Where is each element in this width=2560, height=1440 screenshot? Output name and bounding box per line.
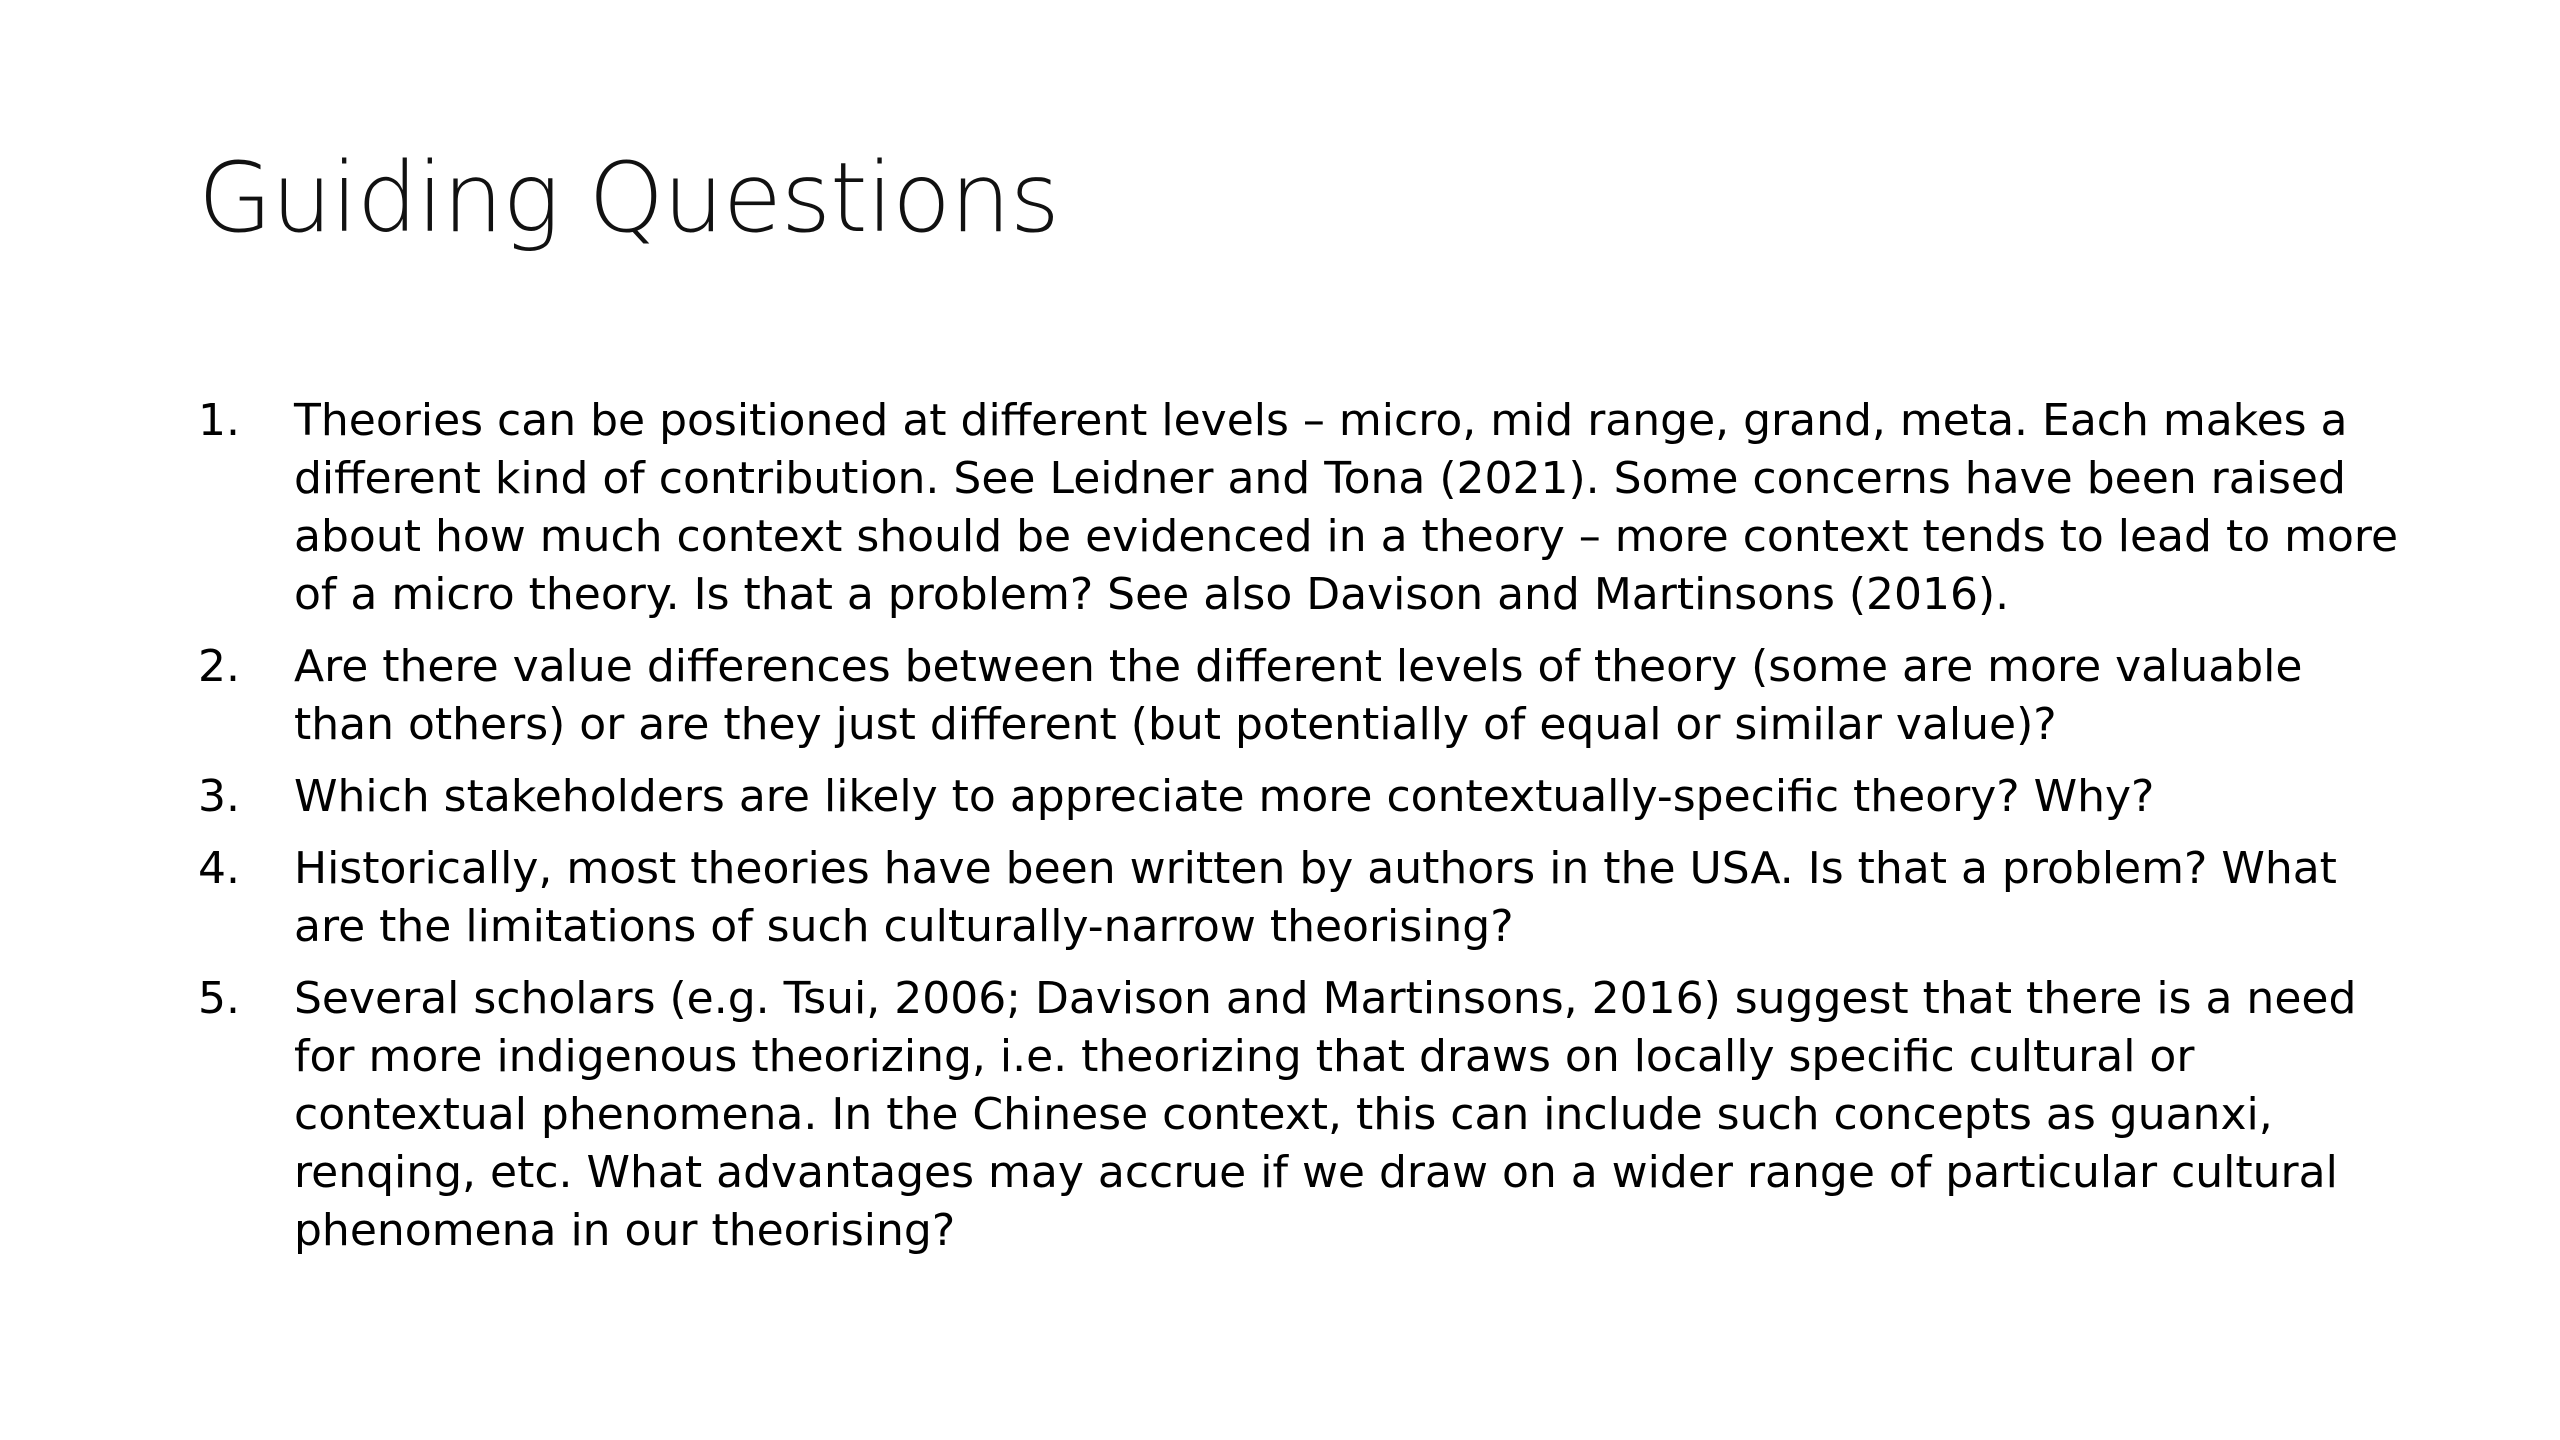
slide-title: Guiding Questions	[198, 142, 1059, 254]
question-item	[198, 840, 2408, 956]
question-text: Theories can be positioned at different levels – micro, mid range, grand, meta. Each makes a different kind of contribution. See Leidner and Tona (2021). Some concerns have been raised about how much context should be evidenced in a theory – more context tends to lead to more of a micro theory. Is that a problem? See also Davison and Martinsons (2016).	[294, 395, 2399, 620]
question-number: 1.	[198, 395, 240, 446]
question-number: 4.	[198, 843, 240, 894]
question-number: 2.	[198, 641, 240, 692]
question-text: Historically, most theories have been written by authors in the USA. Is that a problem? What are the limitations of such culturally-narrow theorising?	[294, 843, 2337, 952]
question-text: Are there value differences between the different levels of theory (some are more valuable than others) or are they just different (but potentially of equal or similar value)?	[294, 641, 2303, 750]
guiding-questions-list	[198, 392, 2408, 1274]
question-item	[198, 392, 2408, 624]
question-item	[198, 768, 2408, 826]
question-text: Several scholars (e.g. Tsui, 2006; Davison and Martinsons, 2016) suggest that there is a need for more indigenous theorizing, i.e. theorizing that draws on locally specific cultural or contextual phenomena. In the Chinese context, this can include such concepts as guanxi, renqing, etc. What advantages may accrue if we draw on a wider range of particular cultural phenomena in our theorising?	[294, 973, 2357, 1256]
question-text: Which stakeholders are likely to appreciate more contextually-specific theory? Why?	[294, 771, 2155, 822]
question-number: 3.	[198, 771, 240, 822]
question-item	[198, 638, 2408, 754]
question-item	[198, 970, 2408, 1260]
question-number: 5.	[198, 973, 240, 1024]
